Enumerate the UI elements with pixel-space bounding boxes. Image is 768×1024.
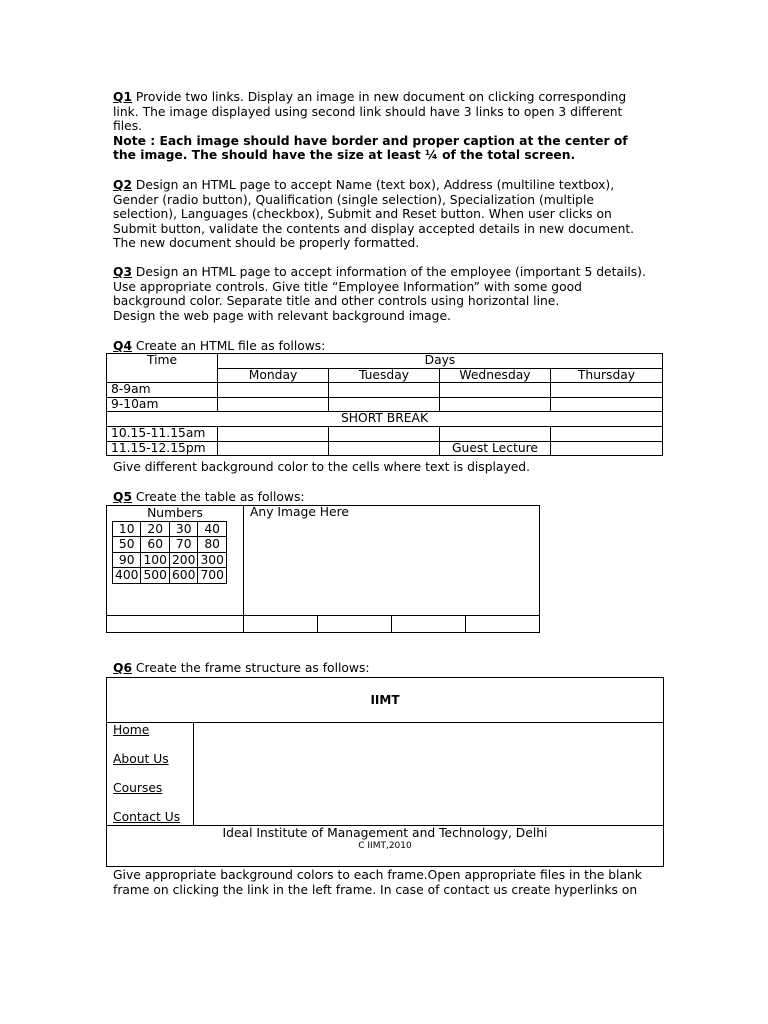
table-row [113,522,227,537]
image-placeholder: Any Image Here [244,506,540,616]
question-4-after [113,460,653,475]
link-about-us[interactable]: About Us [113,752,169,766]
grid-cell: 40 [198,522,226,537]
question-6-after-text: Give appropriate background colors to each frame.Open appropriate files in the blank frame on clicking the link in the left frame. In case of contact us create hyperlinks on [113,868,642,897]
grid-cell: 80 [198,537,226,552]
grid-cell: 50 [113,537,141,552]
table-row [113,568,227,583]
footer-institute: Ideal Institute of Management and Technology, Delhi [222,826,548,840]
time-slot: 9-10am [107,397,218,412]
frame-header: IIMT [107,678,663,723]
grid-cell: 70 [169,537,197,552]
table-row [107,412,663,427]
grid-cell: 300 [198,552,226,567]
time-slot: 8-9am [107,383,218,398]
numbers-image-table [106,505,540,633]
footer-copyright: C IIMT,2010 [358,841,412,851]
grid-cell: 400 [113,568,141,583]
question-1-body: Provide two links. Display an image in new document on clicking corresponding link. The image displayed using second link should have 3 links to open 3 different files. [113,90,627,134]
question-5-label: Q5 [113,490,133,504]
question-3 [113,265,653,323]
guest-lecture: Guest Lecture [440,441,551,456]
grid-cell: 600 [169,568,197,583]
grid-cell: 30 [169,522,197,537]
question-1-text [113,90,653,134]
question-1-label: Q1 [113,90,133,104]
frame-footer [107,825,663,867]
question-3-body: Design an HTML page to accept information of the employee (important 5 details). Use appropriate controls. Give title “Employee Information” with some good background color. Separate title and other controls using horizontal line. [113,265,646,309]
question-1-note: Note : Each image should have border and proper caption at the center of the image. The should have the size at least ¼ of the total screen. [113,133,628,163]
link-home[interactable]: Home [113,723,150,737]
question-2-label: Q2 [113,178,133,192]
question-3-text [113,265,653,309]
question-2-text [113,178,653,251]
question-3-label: Q3 [113,265,133,279]
short-break: SHORT BREAK [107,412,663,427]
numbers-cell [107,506,244,616]
question-5-body: Create the table as follows: [132,490,305,504]
numbers-header: Numbers [147,506,203,520]
grid-cell: 100 [141,552,169,567]
day-wednesday: Wednesday [440,368,551,383]
table-row [107,397,663,412]
question-6-label: Q6 [113,661,133,675]
table-row [107,426,663,441]
grid-cell: 20 [141,522,169,537]
link-contact-us[interactable]: Contact Us [113,810,181,824]
question-2 [113,178,653,251]
question-5-heading [113,490,653,505]
question-4-body: Create an HTML file as follows: [132,339,326,353]
question-2-body: Design an HTML page to accept Name (text box), Address (multiline textbox), Gender (radio button), Qualification (single selection), Specialization (multiple selection), Languages (checkbox), Submit and Reset button. When user clicks on Submit button, validate the contents and display accepted details in new document. The new document should be properly formatted. [113,178,635,251]
question-4-after-text: Give different background color to the cells where text is displayed. [113,460,531,474]
grid-cell: 700 [198,568,226,583]
question-6-after [113,868,653,897]
days-header: Days [218,354,663,369]
question-4-heading [113,339,653,354]
grid-cell: 10 [113,522,141,537]
day-thursday: Thursday [551,368,663,383]
time-slot: 11.15-12.15pm [107,441,218,456]
time-slot: 10.15-11.15am [107,426,218,441]
question-1 [113,90,653,163]
table-row [107,383,663,398]
table-row [113,552,227,567]
grid-cell: 60 [141,537,169,552]
link-courses[interactable]: Courses [113,781,163,795]
timetable [106,353,663,456]
table-row [113,537,227,552]
grid-cell: 200 [169,552,197,567]
numbers-grid [112,521,227,584]
table-row [107,441,663,456]
grid-cell: 90 [113,552,141,567]
time-header: Time [107,354,218,383]
frame-sidebar [107,723,194,825]
grid-cell: 500 [141,568,169,583]
day-tuesday: Tuesday [329,368,440,383]
question-4-label: Q4 [113,339,133,353]
day-monday: Monday [218,368,329,383]
question-3-text2: Design the web page with relevant background image. [113,308,451,323]
question-6-body: Create the frame structure as follows: [132,661,370,675]
frame-structure [106,677,664,867]
question-6-heading [113,661,653,676]
